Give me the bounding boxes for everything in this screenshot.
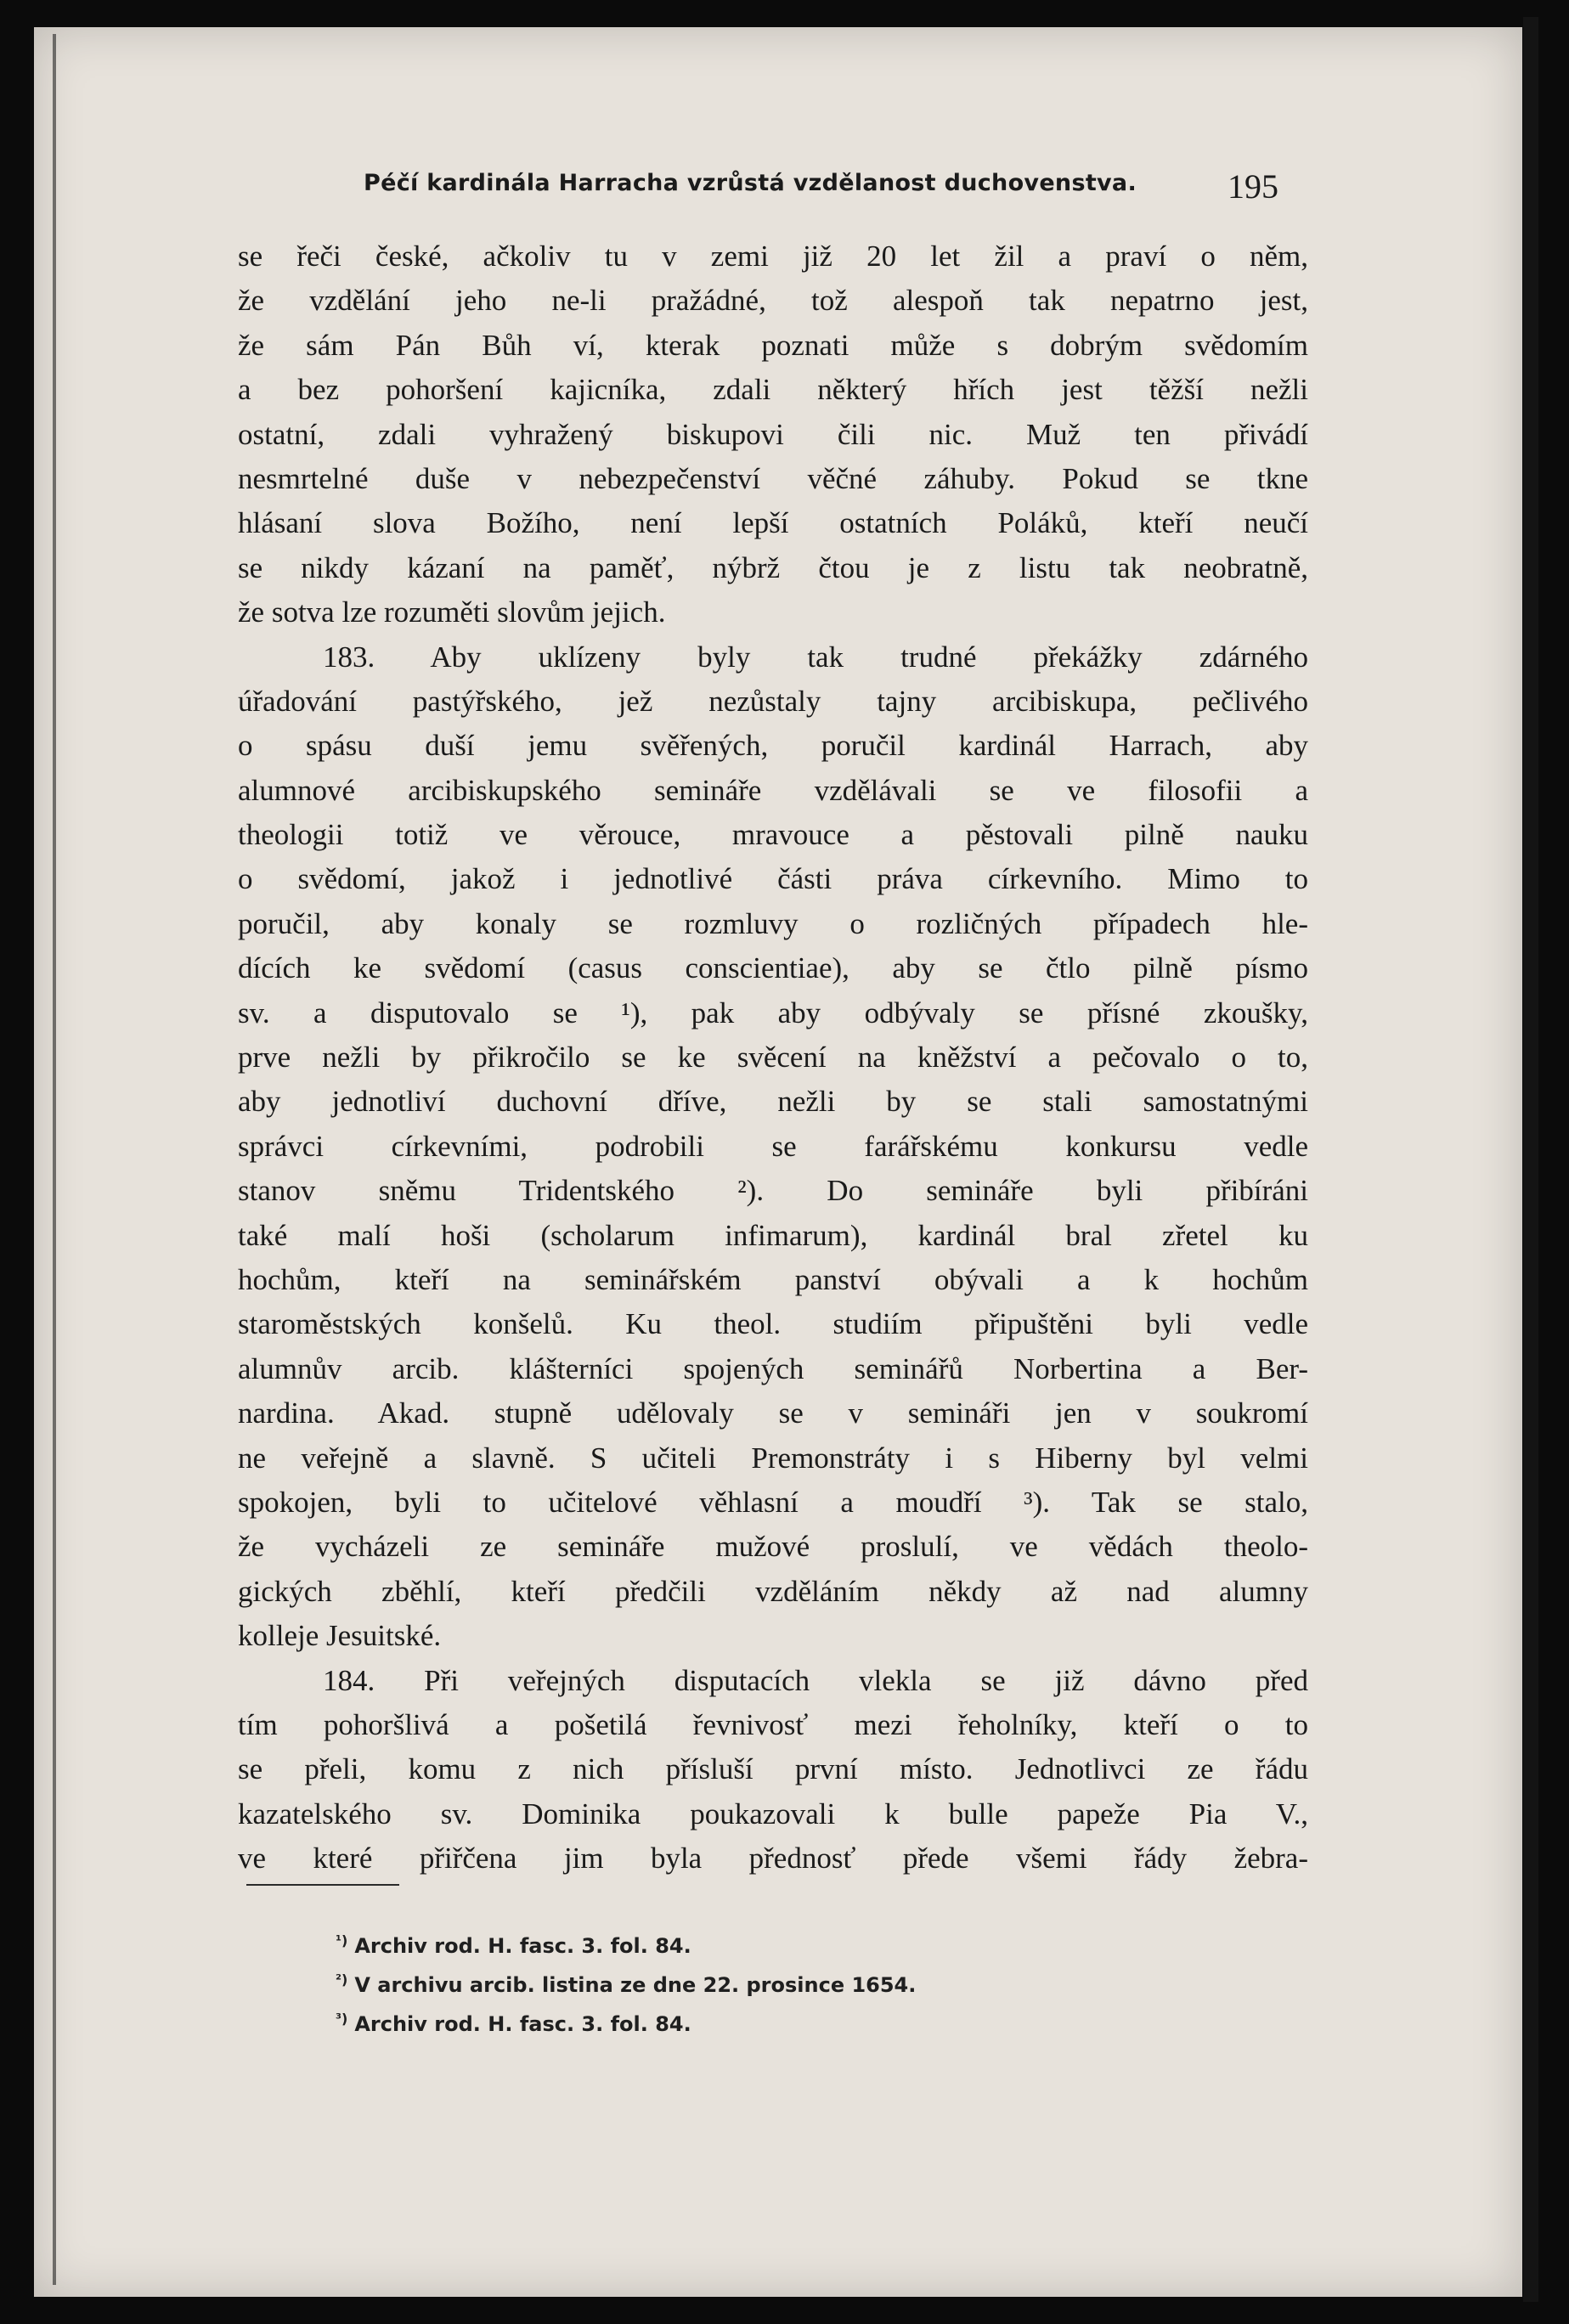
text-line: gických zběhlí, kteří předčili vzděláním někdy až nad alumny <box>238 1574 1308 1608</box>
text-line: hochům, kteří na seminářském panství obývali a k hochům <box>238 1262 1308 1296</box>
text-line: se přeli, komu z nich přísluší první místo. Jednotlivci ze řádu <box>238 1752 1308 1786</box>
binding-gutter-shadow <box>53 34 56 2285</box>
text-line: tím pohoršlivá a pošetilá řevnivosť mezi řeholníky, kteří o to <box>238 1707 1308 1741</box>
text-line: kolleje Jesuitské. <box>238 1619 442 1653</box>
page-edge-shadow <box>1523 17 1538 2302</box>
text-line: ve které přiřčena jim byla přednosť přede všemi řády žebra- <box>238 1842 1308 1876</box>
footnote-mark: ²) <box>336 1971 348 1988</box>
text-line: že sotva lze rozuměti slovům jejich. <box>238 595 666 629</box>
footnote-text: Archiv rod. H. fasc. 3. fol. 84. <box>354 2012 691 2036</box>
text-line: nesmrtelné duše v nebezpečenství věčné záhuby. Pokud se tkne <box>238 461 1308 495</box>
footnote-mark: ³) <box>336 2011 348 2027</box>
footnote-separator <box>246 1884 399 1886</box>
text-line: alumnové arcibiskupského semináře vzdělávali se ve filosofii a <box>238 773 1308 807</box>
footnote-3 <box>336 2000 1185 2039</box>
text-line: se řeči české, ačkoliv tu v zemi již 20 let žil a praví o něm, <box>238 240 1308 273</box>
text-line: alumnův arcib. klášterníci spojených seminářů Norbertina a Ber- <box>238 1351 1308 1385</box>
text-line: theologii totiž ve věrouce, mravouce a pěstovali pilně nauku <box>238 818 1308 852</box>
footnote-mark: ¹) <box>336 1932 348 1949</box>
text-line: aby jednotliví duchovní dříve, nežli by se stali samostatnými <box>238 1085 1308 1119</box>
text-line: kazatelského sv. Dominika poukazovali k bulle papeže Pia V., <box>238 1797 1308 1830</box>
footnote-1 <box>336 1921 1185 1960</box>
text-line: hlásaní slova Božího, není lepší ostatních Poláků, kteří neučí <box>238 506 1308 540</box>
text-line: poručil, aby konaly se rozmluvy o rozličných případech hle- <box>238 906 1308 940</box>
text-line: že sám Pán Bůh ví, kterak poznati může s dobrým svědomím <box>238 328 1308 362</box>
text-line: a bez pohoršení kajicníka, zdali některý hřích jest těžší nežli <box>238 373 1308 407</box>
text-line: se nikdy kázaní na paměť, nýbrž čtou je z listu tak neobratně, <box>238 550 1308 584</box>
text-line: o svědomí, jakož i jednotlivé části práva církevního. Mimo to <box>238 862 1308 896</box>
footnote-text: V archivu arcib. listina ze dne 22. prosince 1654. <box>354 1973 917 1997</box>
text-line: úřadování pastýřského, jež nezůstaly tajny arcibiskupa, pečlivého <box>238 684 1308 718</box>
text-line: staroměstských konšelů. Ku theol. studiím připuštěni byli vedle <box>238 1307 1308 1341</box>
text-line: spokojen, byli to učitelové věhlasní a moudří ³). Tak se stalo, <box>238 1485 1308 1519</box>
text-line: o spásu duší jemu svěřených, poručil kardinál Harrach, aby <box>238 729 1308 763</box>
text-line: nardina. Akad. stupně udělovaly se v semináři jen v soukromí <box>238 1396 1308 1430</box>
footnote-2 <box>336 1960 1185 2000</box>
footnotes <box>336 1921 1185 2039</box>
page-number: 195 <box>1228 167 1278 206</box>
running-head: Péčí kardinála Harracha vzrůstá vzdělanost duchovenstva. <box>364 170 1137 196</box>
body-text <box>238 234 1308 1881</box>
text-line: správci církevními, podrobili se farářskému konkursu vedle <box>238 1129 1308 1163</box>
text-line: dících ke svědomí (casus conscientiae), aby se čtlo pilně písmo <box>238 951 1308 985</box>
text-line: stanov sněmu Tridentského ²). Do semináře byli přibíráni <box>238 1174 1308 1208</box>
paragraph-start-183: 183. Aby uklízeny byly tak trudné překážky zdárného <box>323 640 1308 674</box>
text-line: ostatní, zdali vyhražený biskupovi čili nic. Muž ten přivádí <box>238 417 1308 451</box>
footnote-text: Archiv rod. H. fasc. 3. fol. 84. <box>354 1934 691 1958</box>
text-line: ne veřejně a slavně. S učiteli Premonstráty i s Hiberny byl velmi <box>238 1441 1308 1475</box>
text-line: také malí hoši (scholarum infimarum), kardinál bral zřetel ku <box>238 1218 1308 1252</box>
text-line: že vzdělání jeho ne-li pražádné, tož alespoň tak nepatrno jest, <box>238 284 1308 318</box>
paragraph-start-184: 184. Při veřejných disputacích vlekla se již dávno před <box>323 1663 1308 1697</box>
text-line: prve nežli by přikročilo se ke svěcení na kněžství a pečovalo o to, <box>238 1041 1308 1075</box>
text-line: sv. a disputovalo se ¹), pak aby odbývaly se přísné zkoušky, <box>238 996 1308 1029</box>
text-line: že vycházeli ze semináře mužové proslulí, ve vědách theolo- <box>238 1530 1308 1564</box>
